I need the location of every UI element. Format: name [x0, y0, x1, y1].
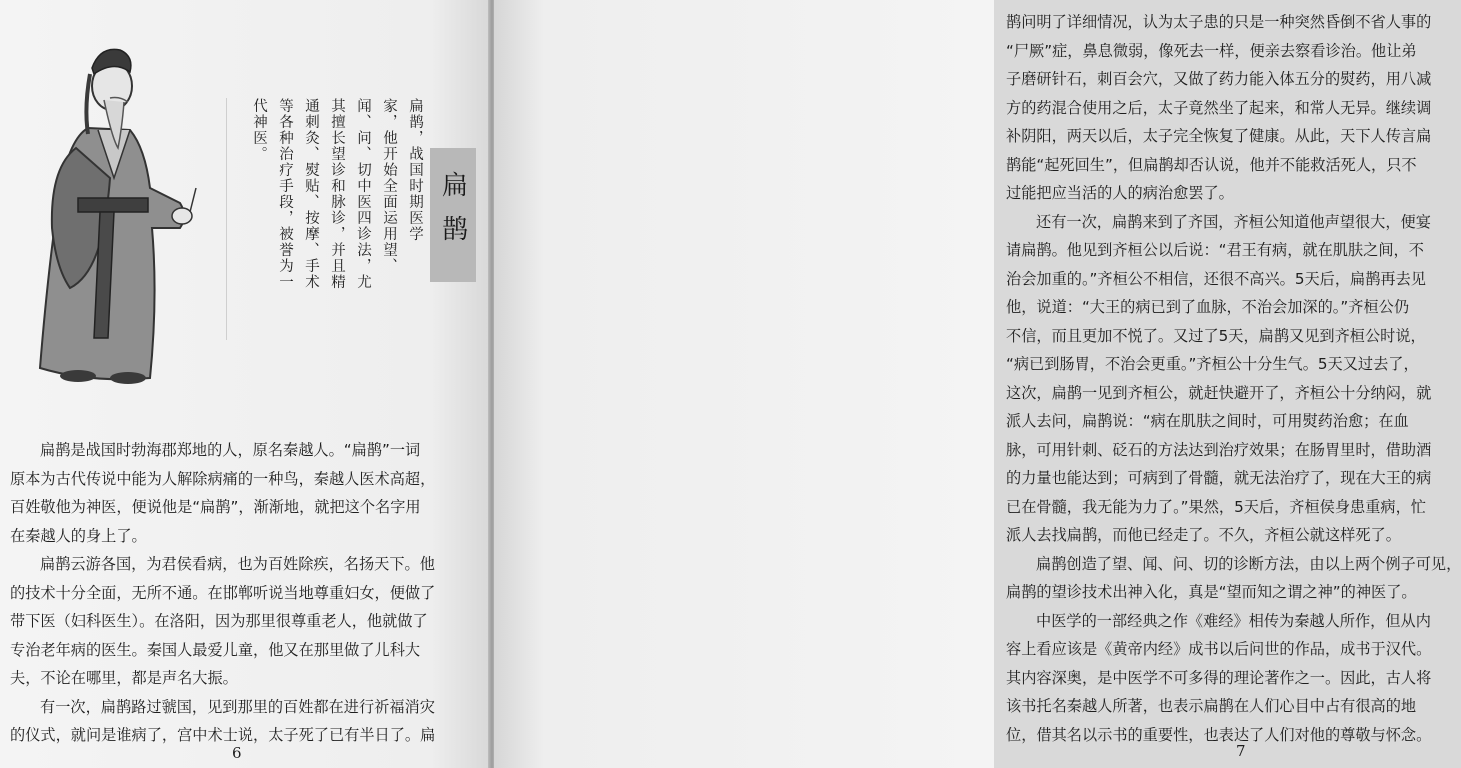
- right-body-text: [1006, 8, 1461, 749]
- text-line: 专治老年病的医生。秦国人最爱儿童，他又在那里做了儿科大: [10, 640, 421, 659]
- text-line: 方的药混合使用之后，太子竟然坐了起来，和常人无异。继续调: [1006, 98, 1432, 117]
- text-line: 扁鹊云游各国，为君侯看病，也为百姓除疾，名扬天下。他: [40, 555, 435, 573]
- text-line: 治会加重的。”齐桓公不相信，还很不高兴。5天后，扁鹊再去见: [1006, 269, 1426, 288]
- text-line: 的仪式，就问是谁病了，宫中术士说，太子死了已有半日了。扁: [10, 726, 436, 744]
- text-line: 带下医（妇科医生）。在洛阳，因为那里很尊重老人，他就做了: [10, 612, 428, 630]
- text-line: 派人去问，扁鹊说：“病在肌肤之间时，可用熨药治愈；在血: [1006, 412, 1409, 430]
- bian-que-illustration: [30, 38, 210, 388]
- text-line: 中医学的一部经典之作《难经》相传为秦越人所作，但从内: [1036, 611, 1431, 630]
- text-line: 已在骨髓，我无能为力了。”果然，5天后，齐桓侯身患重病，忙: [1006, 497, 1426, 516]
- text-line: 扁鹊的望诊技术出神入化，真是“望而知之谓之神”的神医了。: [1006, 583, 1417, 601]
- text-line: 补阴阳，两天以后，太子完全恢复了健康。从此，天下人传言扁: [1006, 127, 1432, 145]
- text-line: 这次，扁鹊一见到齐桓公，就赶快避开了，齐桓公十分纳闷，就: [1006, 383, 1432, 402]
- left-body-text: [10, 436, 435, 750]
- text-line: 脉，可用针刺、砭石的方法达到治疗效果；在肠胃里时，借助酒: [1006, 440, 1432, 459]
- sidebar-column: 其擅长望诊和脉诊，并且精: [329, 98, 345, 290]
- text-line: 过能把应当活的人的病治愈罢了。: [1006, 184, 1234, 202]
- text-line: 他，说道：“大王的病已到了血脉，不治会加深的。”齐桓公仍: [1006, 298, 1410, 316]
- text-line: 夫，不论在哪里，都是声名大振。: [10, 669, 238, 687]
- page-number: 7: [1236, 742, 1246, 760]
- text-line: “尸厥”症，鼻息微弱，像死去一样，便亲去察看诊治。他让弟: [1006, 41, 1417, 60]
- right-page: [494, 0, 1461, 768]
- text-line: 容上看应该是《黄帝内经》成书以后问世的作品，成书于汉代。: [1006, 640, 1432, 658]
- text-line: “病已到肠胃，不治会更重。”齐桓公十分生气。5天又过去了，: [1006, 355, 1419, 373]
- text-line: 其内容深奥，是中医学不可多得的理论著作之一。因此，古人将: [1006, 668, 1432, 687]
- text-line: 鹊问明了详细情况，认为太子患的只是一种突然昏倒不省人事的: [1006, 13, 1432, 31]
- sidebar-column: 闻、问、切中医四诊法，尤: [355, 98, 371, 290]
- sidebar-column: 代神医。: [251, 98, 267, 162]
- text-line: 的力量也能达到；可病到了骨髓，就无法治疗了，现在大王的病: [1006, 469, 1432, 487]
- text-line: 扁鹊是战国时勃海郡郑地的人，原名秦越人。“扁鹊”一词: [40, 441, 421, 459]
- text-line: 有一次，扁鹊路过虢国，见到那里的百姓都在进行祈福消灾: [40, 697, 435, 716]
- intro-sidebar: [226, 98, 455, 340]
- sidebar-column: 等各种治疗手段，被誉为一: [277, 98, 293, 290]
- text-line: 的技术十分全面，无所不通。在邯郸听说当地尊重妇女，便做了: [10, 583, 436, 602]
- text-line: 不信，而且更加不悦了。又过了5天，扁鹊又见到齐桓公时说，: [1006, 326, 1426, 345]
- text-line: 派人去找扁鹊，而他已经走了。不久，齐桓公就这样死了。: [1006, 526, 1401, 544]
- sidebar-column: 通刺灸、熨贴、按摩、手术: [303, 98, 319, 290]
- text-line: 原本为古代传说中能为人解除病痛的一种鸟，秦越人医术高超，: [10, 469, 436, 488]
- text-line: 该书托名秦越人所著，也表示扁鹊在人们心目中占有很高的地: [1006, 697, 1417, 715]
- left-page: [0, 0, 490, 768]
- sidebar-column: 家，他开始全面运用望、: [381, 98, 397, 274]
- sidebar-column: 扁鹊，战国时期医学: [407, 98, 423, 242]
- text-line: 请扁鹊。他见到齐桓公以后说：“君王有病，就在肌肤之间，不: [1006, 241, 1424, 259]
- text-line: 在秦越人的身上了。: [10, 526, 147, 545]
- text-line: 位，借其名以示书的重要性，也表达了人们对他的尊敬与怀念。: [1006, 725, 1432, 744]
- text-line: 鹊能“起死回生”，但扁鹊却否认说，他并不能救活死人，只不: [1006, 155, 1417, 174]
- name-title-block: 扁鹊: [430, 148, 476, 282]
- page-number: 6: [232, 744, 242, 762]
- text-line: 扁鹊创造了望、闻、问、切的诊断方法，由以上两个例子可见，: [1036, 554, 1461, 573]
- text-line: 还有一次，扁鹊来到了齐国，齐桓公知道他声望很大，便宴: [1036, 212, 1431, 231]
- text-line: 百姓敬他为神医，便说他是“扁鹊”，渐渐地，就把这个名字用: [10, 498, 421, 516]
- text-line: 子磨研针石，刺百会穴，又做了药力能入体五分的熨药，用八减: [1006, 70, 1432, 88]
